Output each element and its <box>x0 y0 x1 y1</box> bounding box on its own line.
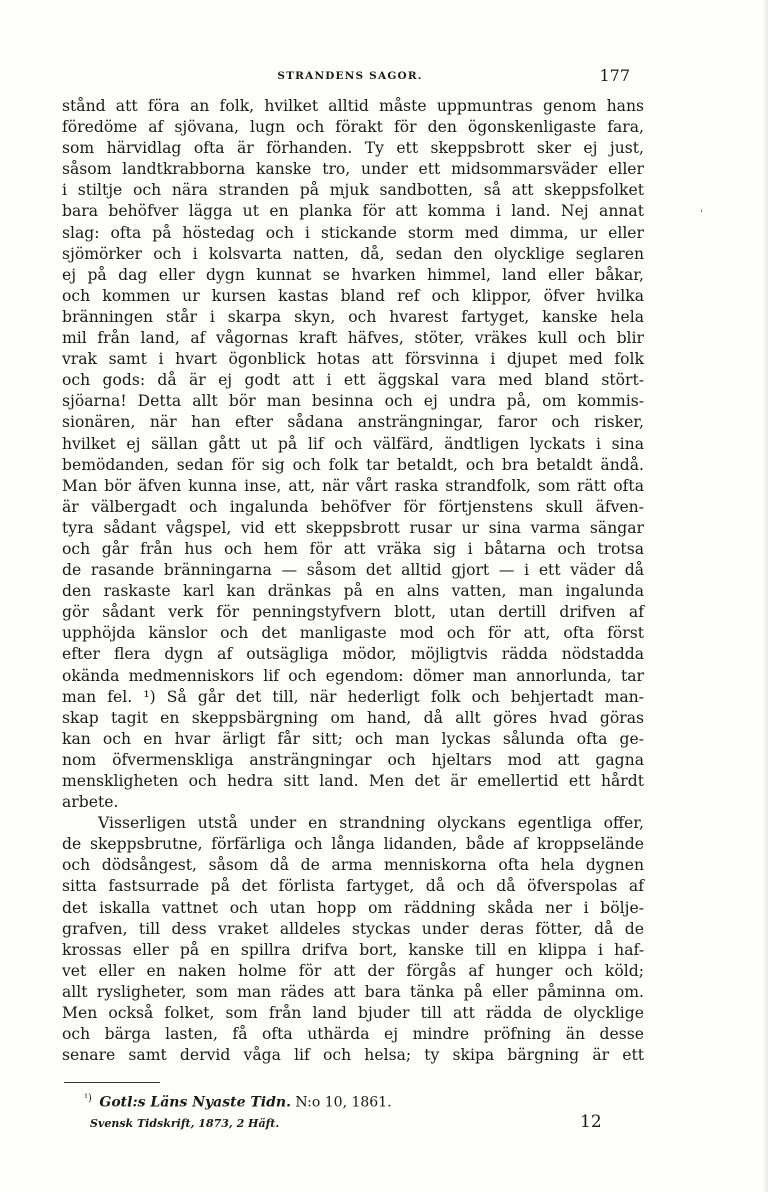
text-line: sjöarna! Detta allt bör man besinna och ej undra på, om kommis- <box>62 392 644 411</box>
text-line: tyra sådant vågspel, vid ett skeppsbrott rusar ur sina varma sängar <box>62 518 644 537</box>
text-line: sitta fastsurrade på det förlista fartyget, då och då öfverspolas af <box>62 877 644 896</box>
paragraph-end-line: arbete. <box>62 793 119 812</box>
text-line: såsom landtkrabborna kanske tro, under ett midsommarsväder eller <box>62 160 644 179</box>
text-line: de rasande bränningarna — såsom det alltid gjort — i ett väder då <box>62 561 644 580</box>
text-line: sjömörker och i kolsvarta natten, då, sedan den olycklige seglaren <box>62 244 644 263</box>
text-line: föredöme af sjövana, lugn och förakt för den ögonskenligaste fara, <box>62 118 644 137</box>
text-line: mil från land, af vågornas kraft häfves, stöter, vräkes kull och blir <box>62 329 644 348</box>
body-text <box>62 96 644 1066</box>
text-line: allt rysligheter, som man rädes att bara tänka på eller påminna om. <box>62 982 644 1001</box>
text-line: krossas eller på en spillra drifva bort, kanske till en klippa i haf- <box>62 940 644 959</box>
text-line: gör sådant verk för penningstyfvern blott, utan dertill drifven af <box>62 603 644 622</box>
text-line: i stiltje och nära stranden på mjuk sandbotten, så att skeppsfolket <box>62 181 644 200</box>
text-line: ej på dag eller dygn kunnat se hvarken himmel, land eller båkar, <box>62 265 644 284</box>
text-line: den raskaste karl kan dränkas på en alns vatten, man ingalunda <box>62 582 644 601</box>
footnote-journal: Gotl:s Läns Nyaste Tidn. <box>99 1094 291 1111</box>
text-line: menskligheten och hedra sitt land. Men det är emellertid ett hårdt <box>62 772 644 790</box>
text-line: man fel. ¹) Så går det till, när hederligt folk och behjertadt man- <box>62 687 644 706</box>
text-line: slag: ofta på höstedag och i stickande storm med dimma, ur eller <box>62 223 644 242</box>
text-line: bränningen står i skarpa skyn, och hvarest fartyget, kanske hela <box>62 307 644 326</box>
text-line: senare samt dervid våga lif och helsa; ty skipa bärgning är ett <box>62 1046 644 1065</box>
text-line: bemödanden, sedan för sig och folk tar betaldt, och bra betaldt ändå. <box>62 455 644 474</box>
text-line: nom öfvermenskliga ansträngningar och hjeltars mod att gagna <box>62 750 644 769</box>
signature-line: Svensk Tidskrift, 1873, 2 Häft. <box>90 1117 280 1130</box>
text-line: det iskalla vattnet och utan hopp om räddning skåda ner i bölje- <box>62 898 644 917</box>
text-line: och bärga lasten, få ofta uthärda ej mindre pröfning än desse <box>62 1025 644 1044</box>
text-line: och gods: då är ej godt att i ett äggskal vara med bland stört- <box>62 371 644 390</box>
footnote-divider <box>64 1082 160 1083</box>
text-line: Man bör äfven kunna inse, att, när vårt raska strandfolk, som rätt ofta <box>62 476 644 495</box>
page-number: 177 <box>599 66 630 85</box>
footnote-issue: N:o 10, 1861. <box>295 1094 392 1111</box>
text-line: Men också folket, som från land bjuder till att rädda de olycklige <box>62 1004 644 1023</box>
text-line: är välbergadt och ingalunda behöfver för förtjenstens skull äfven- <box>62 497 644 516</box>
paragraph-start-line: Visserligen utstå under en strandning olyckans egentliga offer, <box>98 814 644 833</box>
sheet-number: 12 <box>580 1112 602 1132</box>
text-line: vrak samt i hvart ögonblick hotas att försvinna i djupet med folk <box>62 350 644 369</box>
running-head <box>60 66 640 88</box>
text-line: kan och en hvar ärligt får sitt; och man lyckas sålunda ofta ge- <box>62 729 644 748</box>
text-line: bara behöfver lägga ut en planka för att komma i land. Nej annat <box>62 202 644 221</box>
footnote-mark: ¹) <box>84 1093 92 1104</box>
text-line: som härvidlag ofta är förhanden. Ty ett skeppsbrott sker ej just, <box>62 139 644 158</box>
text-line: sionären, när han efter sådana ansträngningar, faror och risker, <box>62 413 644 432</box>
text-line: hvilket ej sällan gått ut på lif och välfärd, ändtligen lyckats i sina <box>62 434 644 453</box>
footnote <box>84 1093 392 1111</box>
text-line: de skeppsbrutne, förfärliga och långa lidanden, både af kroppselände <box>62 835 644 854</box>
text-line: och kommen ur kursen kastas bland ref och klippor, öfver hvilka <box>62 286 644 305</box>
text-line: grafven, till dess vraket alldeles styckas under deras fötter, då de <box>62 919 644 938</box>
page-edge <box>762 0 768 1192</box>
text-line: vet eller en naken holme för att der förgås af hunger och köld; <box>62 961 644 980</box>
text-line: efter flera dygn af outsägliga mödor, möjligtvis rädda nödstadda <box>62 645 644 664</box>
text-line: okända medmenniskors lif och egendom: dömer man annorlunda, tar <box>62 666 644 685</box>
text-line: upphöjda känslor och det manligaste mod och för att, ofta först <box>62 624 644 643</box>
text-line: och dödsångest, såsom då de arma menniskorna ofta hela dygnen <box>62 856 644 875</box>
text-line: stånd att föra an folk, hvilket alltid måste uppmuntras genom hans <box>62 97 644 115</box>
text-line: skap tagit en skeppsbärgning om hand, då allt göres hvad göras <box>62 708 644 727</box>
margin-mark: ˏ <box>698 199 709 214</box>
text-line: och går från hus och hem för att vräka sig i båtarna och trotsa <box>62 539 644 558</box>
running-title: STRANDENS SAGOR. <box>277 70 423 82</box>
